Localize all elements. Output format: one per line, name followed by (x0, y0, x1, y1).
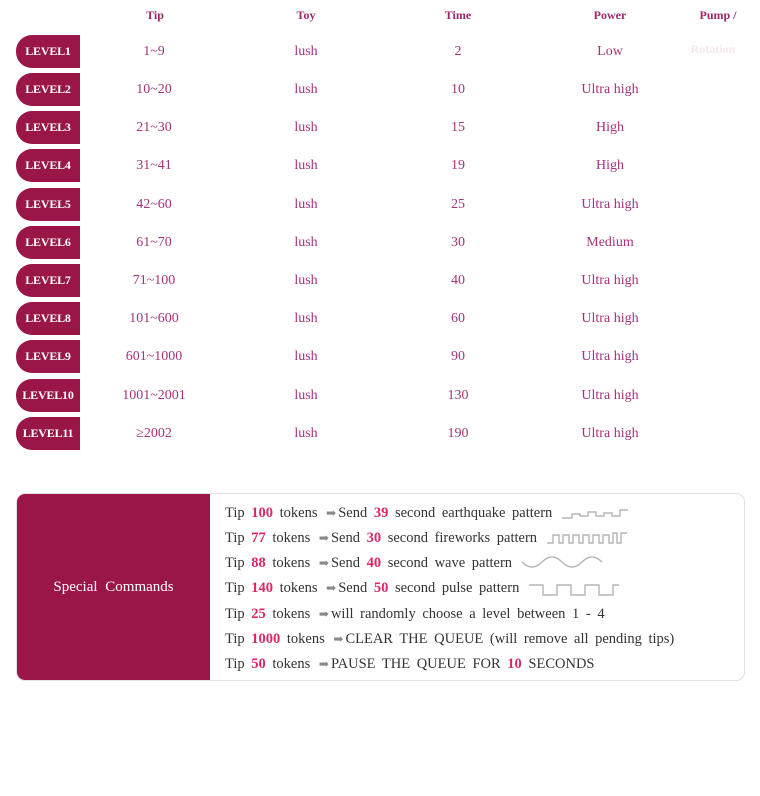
level-badge: LEVEL8 (16, 302, 80, 335)
wave-pattern-icon (520, 554, 614, 574)
tokens-word: tokens (272, 555, 311, 571)
time-value: 130 (447, 388, 469, 403)
toy-name: lush (294, 197, 318, 212)
level-badge: LEVEL2 (16, 73, 80, 106)
send-word: Send (338, 505, 368, 521)
earthquake-pattern-icon (560, 504, 654, 524)
command-text: CLEAR THE QUEUE (will remove all pending tips) (345, 631, 675, 647)
special-commands-panel (16, 493, 745, 681)
command-item (225, 602, 605, 626)
fireworks-pattern-icon (545, 529, 639, 549)
table-row (0, 417, 760, 451)
toy-name: lush (294, 120, 318, 135)
time-value: 25 (451, 197, 465, 212)
token-amount: 88 (251, 555, 266, 571)
toy-name: lush (294, 158, 318, 173)
power-value: Medium (586, 235, 634, 250)
arrow-right-icon: ➡ (318, 531, 329, 545)
power-value: Ultra high (581, 349, 639, 364)
time-value: 10 (451, 82, 465, 97)
tip-word: Tip (225, 631, 245, 647)
tip-range: 21~30 (136, 120, 172, 135)
token-amount: 1000 (251, 631, 281, 647)
tip-range: ≥2002 (136, 426, 172, 441)
time-value: 2 (454, 44, 462, 59)
level-badge: LEVEL10 (16, 379, 80, 412)
command-item (225, 551, 614, 575)
toy-name: lush (294, 273, 318, 288)
token-amount: 77 (251, 530, 266, 546)
power-value: High (596, 158, 624, 173)
header-time: Time (444, 8, 472, 22)
header-tip: Tip (146, 8, 164, 22)
power-value: Ultra high (581, 426, 639, 441)
tokens-word: tokens (279, 505, 318, 521)
time-value: 40 (451, 273, 465, 288)
command-text: will randomly choose a level between 1 - 4 (330, 606, 605, 622)
time-value: 19 (451, 158, 465, 173)
level-badge: LEVEL11 (16, 417, 80, 450)
tip-range: 71~100 (132, 273, 176, 288)
level-badge: LEVEL5 (16, 188, 80, 221)
power-value: Ultra high (581, 82, 639, 97)
time-value: 190 (447, 426, 469, 441)
header-toy: Toy (296, 8, 316, 22)
tip-range: 61~70 (136, 235, 172, 250)
send-word: Send (330, 530, 360, 546)
table-row (0, 111, 760, 145)
tip-word: Tip (225, 505, 245, 521)
arrow-right-icon: ➡ (326, 506, 337, 520)
tip-range: 101~600 (129, 311, 179, 326)
tokens-word: tokens (272, 606, 311, 622)
command-item (225, 526, 639, 550)
command-item (225, 627, 674, 651)
arrow-right-icon: ➡ (318, 607, 329, 621)
toy-name: lush (294, 426, 318, 441)
command-tail: SECONDS (528, 656, 595, 672)
send-word: Send (330, 555, 360, 571)
level-badge: LEVEL6 (16, 226, 80, 259)
power-value: High (596, 120, 624, 135)
pattern-text: second earthquake pattern (394, 505, 553, 521)
header-rotation: Rotation (690, 42, 736, 56)
toy-name: lush (294, 235, 318, 250)
table-row (0, 302, 760, 336)
table-row (0, 73, 760, 107)
seconds-value: 10 (507, 656, 522, 672)
pattern-text: second wave pattern (387, 555, 513, 571)
table-row (0, 35, 760, 69)
tip-word: Tip (225, 606, 245, 622)
arrow-right-icon: ➡ (333, 632, 344, 646)
seconds-value: 39 (373, 505, 389, 521)
table-row (0, 226, 760, 260)
arrow-right-icon: ➡ (326, 581, 337, 595)
toy-name: lush (294, 311, 318, 326)
toy-name: lush (294, 82, 318, 97)
tip-word: Tip (225, 580, 245, 596)
level-badge: LEVEL4 (16, 149, 80, 182)
special-commands-label: Special Commands (17, 494, 210, 680)
arrow-right-icon: ➡ (318, 657, 329, 671)
power-value: Low (597, 44, 623, 59)
seconds-value: 30 (366, 530, 382, 546)
time-value: 30 (451, 235, 465, 250)
power-value: Ultra high (581, 273, 639, 288)
seconds-value: 40 (366, 555, 382, 571)
tip-word: Tip (225, 530, 245, 546)
command-item (225, 501, 654, 525)
power-value: Ultra high (581, 311, 639, 326)
table-row (0, 379, 760, 413)
level-badge: LEVEL3 (16, 111, 80, 144)
toy-name: lush (294, 388, 318, 403)
level-badge: LEVEL7 (16, 264, 80, 297)
header-pump: Pump / (699, 8, 737, 22)
tip-range: 1001~2001 (122, 388, 186, 403)
tip-word: Tip (225, 555, 245, 571)
pulse-pattern-icon (527, 579, 621, 599)
time-value: 90 (451, 349, 465, 364)
pattern-text: second fireworks pattern (387, 530, 538, 546)
tokens-word: tokens (279, 580, 318, 596)
token-amount: 100 (251, 505, 274, 521)
seconds-value: 50 (373, 580, 389, 596)
toy-name: lush (294, 349, 318, 364)
header-power: Power (593, 8, 627, 22)
time-value: 60 (451, 311, 465, 326)
table-row (0, 149, 760, 183)
table-row (0, 264, 760, 298)
power-value: Ultra high (581, 197, 639, 212)
command-text: PAUSE THE QUEUE FOR (330, 656, 501, 672)
power-value: Ultra high (581, 388, 639, 403)
level-badge: LEVEL9 (16, 340, 80, 373)
pattern-text: second pulse pattern (394, 580, 520, 596)
tip-range: 42~60 (136, 197, 172, 212)
tip-word: Tip (225, 656, 245, 672)
tip-range: 10~20 (136, 82, 172, 97)
command-item (225, 652, 595, 676)
tokens-word: tokens (272, 656, 311, 672)
command-list (225, 494, 744, 680)
table-row (0, 340, 760, 374)
tip-range: 31~41 (136, 158, 172, 173)
arrow-right-icon: ➡ (318, 556, 329, 570)
command-item (225, 576, 621, 600)
table-row (0, 188, 760, 222)
time-value: 15 (451, 120, 465, 135)
tip-range: 1~9 (143, 44, 165, 59)
level-badge: LEVEL1 (16, 35, 80, 68)
token-amount: 50 (251, 656, 266, 672)
toy-name: lush (294, 44, 318, 59)
token-amount: 25 (251, 606, 266, 622)
tokens-word: tokens (286, 631, 325, 647)
tip-range: 601~1000 (125, 349, 183, 364)
tokens-word: tokens (272, 530, 311, 546)
send-word: Send (338, 580, 368, 596)
token-amount: 140 (251, 580, 274, 596)
